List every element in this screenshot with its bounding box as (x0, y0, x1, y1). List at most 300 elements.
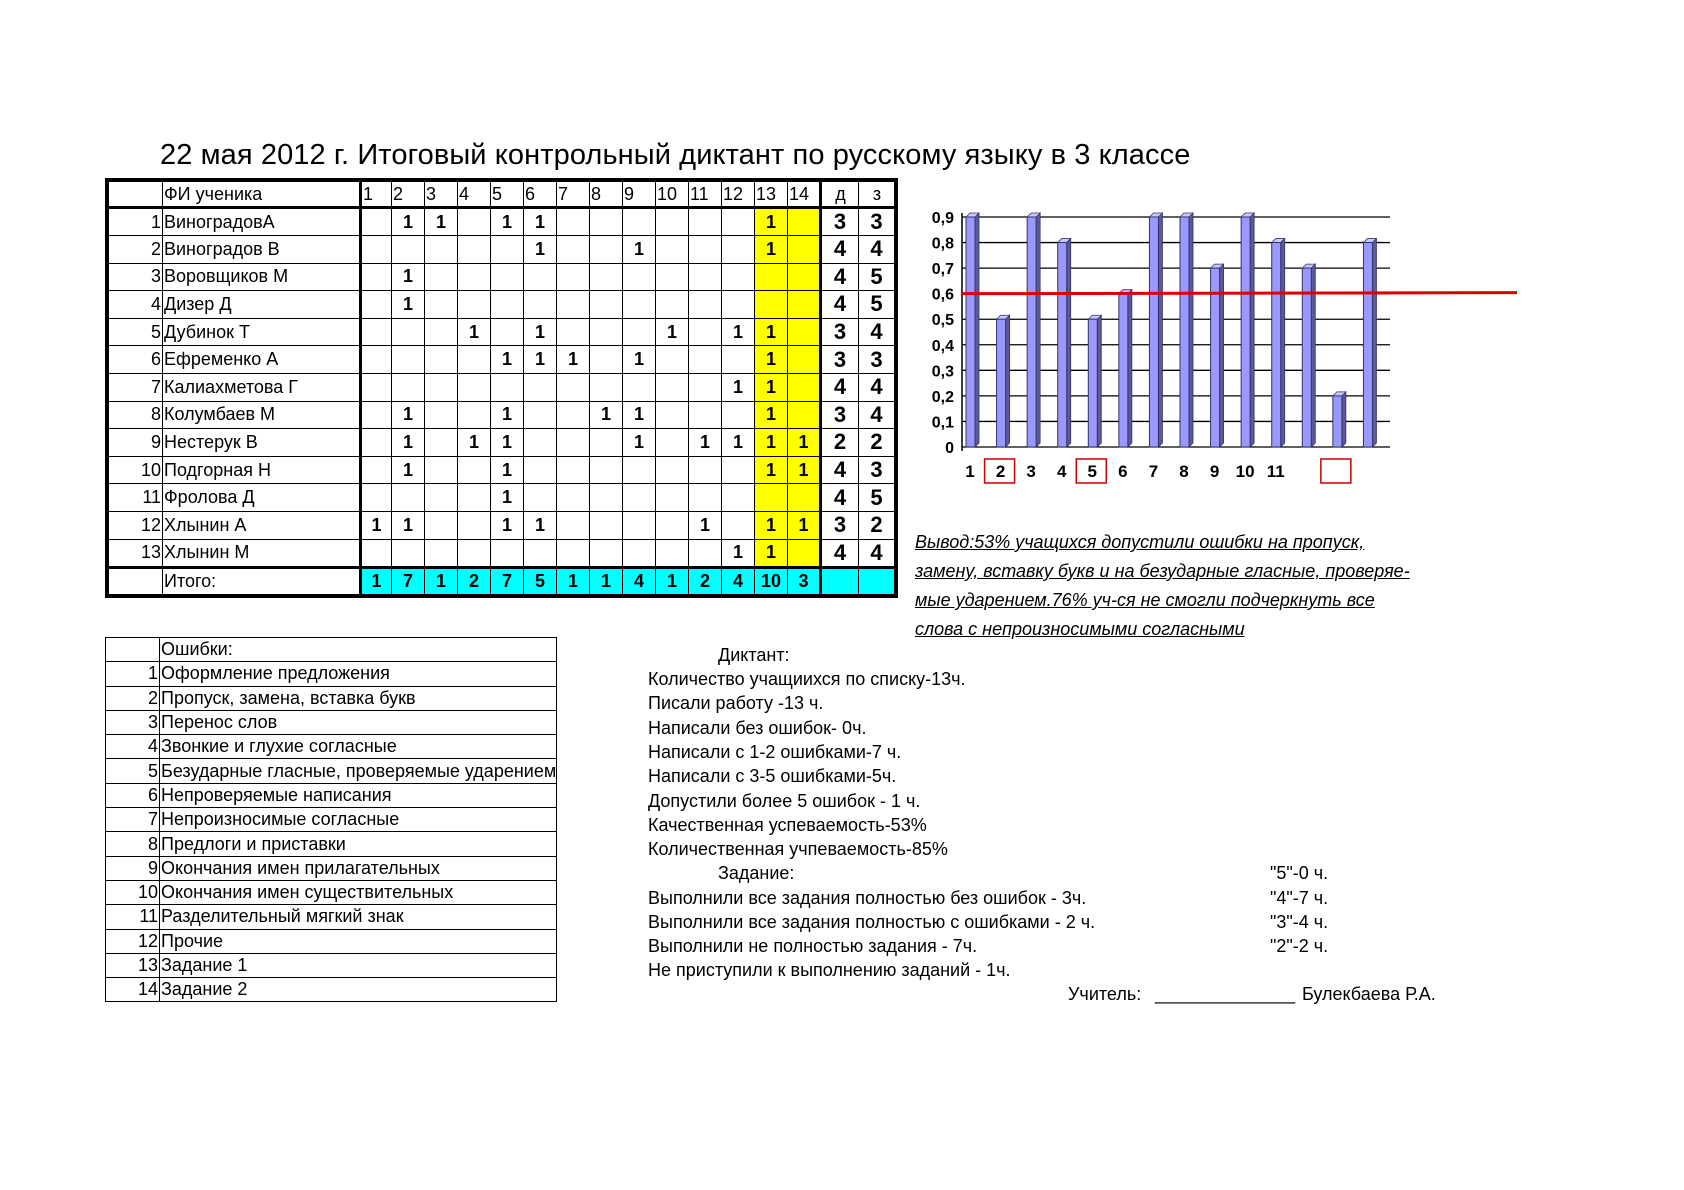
table-row (109, 291, 895, 319)
error-cell (788, 401, 821, 429)
error-type: Задание 1 (160, 953, 557, 977)
error-cell: 1 (392, 429, 425, 457)
error-cell (755, 263, 788, 291)
errors-table (105, 637, 557, 1002)
bar (1119, 294, 1128, 447)
grade-dictation: 3 (821, 208, 859, 236)
errors-row (106, 978, 557, 1002)
x-tick-label: 3 (1026, 462, 1036, 481)
y-tick-label: 0,7 (931, 261, 954, 279)
error-cell: 1 (788, 511, 821, 539)
error-cell (722, 401, 755, 429)
error-cell (557, 263, 590, 291)
error-cell (788, 263, 821, 291)
error-cell: 1 (425, 208, 458, 236)
error-cell (656, 346, 689, 374)
error-cell (491, 236, 524, 264)
error-type: Безударные гласные, проверяемые ударением (160, 759, 557, 783)
error-cell: 1 (392, 291, 425, 319)
errors-row (106, 880, 557, 904)
errors-row (106, 759, 557, 783)
bar-side (1097, 315, 1101, 447)
y-tick-label: 0,9 (931, 210, 954, 227)
header-task-6: 6 (524, 182, 557, 208)
header-task-11: 11 (689, 182, 722, 208)
grade-dictation: 4 (821, 291, 859, 319)
grade-count: "2"-2 ч. (1270, 936, 1329, 956)
error-cell: 1 (392, 208, 425, 236)
header-task-2: 2 (392, 182, 425, 208)
student-name: Хлынин А (163, 511, 361, 539)
grade-dictation: 2 (821, 429, 859, 457)
error-cell (623, 208, 656, 236)
error-cell (722, 291, 755, 319)
student-name: Дизер Д (163, 291, 361, 319)
error-cell (590, 373, 623, 401)
error-number: 3 (106, 710, 160, 734)
error-cell (623, 484, 656, 512)
error-cell (590, 346, 623, 374)
grade-task: 4 (859, 318, 895, 346)
bar (1088, 319, 1097, 447)
error-cell (361, 318, 392, 346)
error-cell: 1 (524, 318, 557, 346)
error-cell (425, 401, 458, 429)
error-cell (557, 429, 590, 457)
error-cell: 1 (722, 318, 755, 346)
errors-row (106, 710, 557, 734)
bar (1363, 243, 1372, 447)
error-cell (458, 291, 491, 319)
task-line: Не приступили к выполнению заданий - 1ч. (648, 960, 1011, 980)
bar (997, 319, 1006, 447)
bar (1302, 268, 1311, 447)
error-cell (788, 236, 821, 264)
student-name: Колумбаев М (163, 401, 361, 429)
error-cell (425, 511, 458, 539)
error-cell: 1 (623, 236, 656, 264)
error-cell (590, 208, 623, 236)
y-tick-label: 0,8 (931, 235, 954, 253)
grade-task: 2 (859, 429, 895, 457)
total-cell: 4 (623, 567, 656, 595)
error-cell (524, 401, 557, 429)
row-number: 10 (109, 456, 163, 484)
error-number: 10 (106, 880, 160, 904)
error-cell (458, 208, 491, 236)
row-number: 1 (109, 208, 163, 236)
error-cell (590, 456, 623, 484)
table-row (109, 429, 895, 457)
total-cell: 1 (557, 567, 590, 595)
grade-task: 4 (859, 539, 895, 567)
bar-side (1220, 264, 1224, 447)
error-cell (722, 208, 755, 236)
grade-dictation: 3 (821, 401, 859, 429)
error-cell (689, 401, 722, 429)
errors-row (106, 686, 557, 710)
error-cell (425, 429, 458, 457)
grade-count: "3"-4 ч. (1270, 912, 1329, 932)
error-cell (689, 236, 722, 264)
error-cell (557, 236, 590, 264)
y-tick-label: 0,3 (931, 363, 954, 381)
error-cell (656, 539, 689, 567)
student-name: Ефременко А (163, 346, 361, 374)
error-cell (623, 511, 656, 539)
errors-header-row (106, 638, 557, 662)
error-cell (788, 291, 821, 319)
bar (1272, 243, 1281, 447)
row-number: 8 (109, 401, 163, 429)
error-cell (590, 291, 623, 319)
x-tick-label: 4 (1056, 462, 1067, 481)
error-cell (590, 539, 623, 567)
row-number: 4 (109, 291, 163, 319)
grade-task: 4 (859, 236, 895, 264)
error-cell (656, 484, 689, 512)
bar (1149, 217, 1158, 447)
grade-dictation: 4 (821, 484, 859, 512)
y-tick-label: 0,5 (931, 312, 954, 330)
error-cell: 1 (755, 318, 788, 346)
total-cell: 1 (361, 567, 392, 595)
error-cell: 1 (722, 429, 755, 457)
error-cell: 1 (755, 539, 788, 567)
y-tick-label: 0,4 (931, 337, 954, 355)
error-cell (788, 318, 821, 346)
x-tick-label: 10 (1235, 462, 1255, 481)
error-number: 4 (106, 735, 160, 759)
errors-row (106, 808, 557, 832)
error-cell (590, 429, 623, 457)
results-table (105, 178, 898, 598)
grade-task: 4 (859, 373, 895, 401)
error-cell (788, 346, 821, 374)
error-cell (656, 291, 689, 319)
grade-dictation: 4 (821, 456, 859, 484)
grade-count: "4"-7 ч. (1270, 888, 1329, 908)
error-cell (557, 539, 590, 567)
student-name: Хлынин М (163, 539, 361, 567)
error-cell (361, 236, 392, 264)
grade-task: 4 (859, 401, 895, 429)
table-row (109, 401, 895, 429)
error-cell (722, 263, 755, 291)
row-number: 6 (109, 346, 163, 374)
student-name: Дубинок Т (163, 318, 361, 346)
bar (1211, 268, 1220, 447)
error-cell (458, 539, 491, 567)
row-number: 3 (109, 263, 163, 291)
grade-task: 5 (859, 263, 895, 291)
error-cell (524, 456, 557, 484)
bar-side (1342, 392, 1346, 447)
x-tick-label: 6 (1118, 462, 1128, 481)
bar-side (1158, 213, 1162, 447)
header-task-9: 9 (623, 182, 656, 208)
error-cell (689, 208, 722, 236)
errors-row (106, 929, 557, 953)
error-cell (689, 346, 722, 374)
error-cell: 1 (524, 511, 557, 539)
header-corner (109, 182, 163, 208)
error-cell (689, 291, 722, 319)
grade-dictation: 3 (821, 511, 859, 539)
task-line: Выполнили не полностью задания - 7ч. (648, 936, 978, 956)
table-row (109, 456, 895, 484)
error-cell (689, 456, 722, 484)
dictation-line: Количество учащиихся по списку-13ч. (648, 669, 966, 689)
error-cell: 1 (623, 429, 656, 457)
errors-row (106, 856, 557, 880)
error-cell (361, 429, 392, 457)
errors-row (106, 735, 557, 759)
error-cell: 1 (392, 456, 425, 484)
error-cell: 1 (755, 511, 788, 539)
error-number: 2 (106, 686, 160, 710)
error-cell (392, 318, 425, 346)
errors-row (106, 905, 557, 929)
errors-row (106, 783, 557, 807)
error-cell: 1 (755, 346, 788, 374)
table-header-row (109, 182, 895, 208)
table-row (109, 208, 895, 236)
error-cell (425, 346, 458, 374)
x-tick-label: 5 (1087, 462, 1098, 481)
error-cell (361, 539, 392, 567)
reference-line (962, 293, 1517, 294)
error-cell (557, 373, 590, 401)
dictation-line: Написали без ошибок- 0ч. (648, 718, 867, 738)
dictation-line: Качественная успеваемость-53% (648, 815, 927, 835)
error-cell: 1 (755, 401, 788, 429)
x-tick-label: 8 (1179, 462, 1189, 481)
error-cell (458, 456, 491, 484)
error-cell (788, 208, 821, 236)
error-cell: 1 (689, 511, 722, 539)
error-cell (557, 291, 590, 319)
row-number: 2 (109, 236, 163, 264)
error-cell: 1 (656, 318, 689, 346)
header-task-12: 12 (722, 182, 755, 208)
errors-grid (105, 637, 557, 1002)
error-cell (361, 291, 392, 319)
error-cell (458, 484, 491, 512)
page-title: 22 мая 2012 г. Итоговый контрольный диктант по русскому языку в 3 классе (160, 139, 1191, 171)
grade-task: 3 (859, 346, 895, 374)
error-type: Окончания имен прилагательных (160, 856, 557, 880)
total-cell: 4 (722, 567, 755, 595)
dictation-line: Количественная учпеваемость-85% (648, 839, 948, 859)
error-cell (524, 263, 557, 291)
student-name: Виноградов В (163, 236, 361, 264)
error-cell (689, 539, 722, 567)
error-cell (524, 373, 557, 401)
error-cell (458, 346, 491, 374)
error-cell (524, 539, 557, 567)
bar-side (1281, 239, 1285, 447)
error-cell (524, 484, 557, 512)
error-cell (425, 318, 458, 346)
error-cell (656, 373, 689, 401)
error-cell: 1 (392, 401, 425, 429)
grade-dictation: 3 (821, 346, 859, 374)
dictation-line: Написали с 3-5 ошибками-5ч. (648, 766, 897, 786)
error-cell: 1 (623, 346, 656, 374)
grade-dictation: 4 (821, 236, 859, 264)
error-type: Предлоги и приставки (160, 832, 557, 856)
table-row (109, 263, 895, 291)
error-cell: 1 (590, 401, 623, 429)
error-cell: 1 (491, 511, 524, 539)
student-name: Подгорная Н (163, 456, 361, 484)
error-cell (623, 373, 656, 401)
error-number: 5 (106, 759, 160, 783)
total-cell: 2 (458, 567, 491, 595)
error-cell (425, 236, 458, 264)
header-grade-z: з (859, 182, 895, 208)
error-cell (557, 511, 590, 539)
header-task-3: 3 (425, 182, 458, 208)
grade-count: "5"-0 ч. (1270, 863, 1329, 883)
error-cell (425, 484, 458, 512)
error-cell: 1 (491, 484, 524, 512)
error-type: Перенос слов (160, 710, 557, 734)
error-cell (557, 484, 590, 512)
header-task-7: 7 (557, 182, 590, 208)
error-cell (623, 263, 656, 291)
error-cell: 1 (491, 208, 524, 236)
error-cell (623, 318, 656, 346)
error-chart (905, 205, 1525, 495)
row-number: 12 (109, 511, 163, 539)
error-number: 1 (106, 662, 160, 686)
total-cell: 1 (590, 567, 623, 595)
total-cell: 1 (656, 567, 689, 595)
dictation-header: Диктант: (718, 645, 790, 665)
error-cell (590, 484, 623, 512)
error-cell: 1 (788, 429, 821, 457)
error-cell: 1 (458, 429, 491, 457)
dictation-line: Писали работу -13 ч. (648, 693, 824, 713)
totals-corner (109, 567, 163, 595)
error-cell (656, 429, 689, 457)
bar-side (1189, 213, 1193, 447)
error-type: Прочие (160, 929, 557, 953)
grade-dictation: 4 (821, 373, 859, 401)
table-row (109, 346, 895, 374)
grade-task: 5 (859, 291, 895, 319)
error-cell (491, 318, 524, 346)
bar (1241, 217, 1250, 447)
error-cell: 1 (491, 346, 524, 374)
error-cell: 1 (788, 456, 821, 484)
totals-empty (821, 567, 859, 595)
total-cell: 10 (755, 567, 788, 595)
error-cell (361, 401, 392, 429)
header-grade-d: д (821, 182, 859, 208)
error-cell (656, 263, 689, 291)
error-cell: 1 (722, 539, 755, 567)
error-cell (722, 236, 755, 264)
results-grid (108, 181, 895, 595)
bar (1058, 243, 1067, 447)
error-cell (722, 511, 755, 539)
error-cell (361, 263, 392, 291)
bar-side (1036, 213, 1040, 447)
error-cell (557, 208, 590, 236)
error-cell (689, 484, 722, 512)
error-number: 8 (106, 832, 160, 856)
error-cell (425, 291, 458, 319)
error-cell (524, 429, 557, 457)
error-cell (623, 291, 656, 319)
error-cell (361, 346, 392, 374)
error-number: 11 (106, 905, 160, 929)
table-row (109, 511, 895, 539)
error-number: 7 (106, 808, 160, 832)
error-cell (722, 456, 755, 484)
errors-header-corner (106, 638, 160, 662)
x-tick-label: 9 (1209, 462, 1220, 481)
error-cell (557, 456, 590, 484)
error-type: Окончания имен существительных (160, 880, 557, 904)
dictation-line: Допустили более 5 ошибок - 1 ч. (648, 791, 921, 811)
total-cell: 2 (689, 567, 722, 595)
error-cell (590, 236, 623, 264)
error-cell (361, 373, 392, 401)
table-row (109, 236, 895, 264)
error-cell (689, 318, 722, 346)
errors-row (106, 832, 557, 856)
error-cell: 1 (755, 456, 788, 484)
error-type: Задание 2 (160, 978, 557, 1002)
totals-row (109, 567, 895, 595)
bar-side (1006, 315, 1010, 447)
error-cell: 1 (557, 346, 590, 374)
bar-side (1128, 290, 1132, 447)
header-name: ФИ ученика (163, 182, 361, 208)
error-cell (458, 263, 491, 291)
error-cell (392, 539, 425, 567)
error-cell (590, 511, 623, 539)
error-cell (755, 484, 788, 512)
error-cell (755, 291, 788, 319)
error-cell (788, 484, 821, 512)
bar-side (1372, 239, 1376, 447)
row-number: 11 (109, 484, 163, 512)
error-number: 6 (106, 783, 160, 807)
task-header: Задание: (718, 863, 795, 883)
error-cell (722, 484, 755, 512)
dictation-line: Написали с 1-2 ошибками-7 ч. (648, 742, 902, 762)
error-cell (656, 456, 689, 484)
x-tick-label: 11 (1266, 462, 1285, 481)
error-cell: 1 (755, 208, 788, 236)
bar (966, 217, 975, 447)
error-cell: 1 (524, 208, 557, 236)
x-tick-label: 7 (1148, 462, 1159, 481)
total-cell: 1 (425, 567, 458, 595)
error-cell (656, 236, 689, 264)
error-cell: 1 (491, 401, 524, 429)
error-cell: 1 (491, 429, 524, 457)
table-row (109, 373, 895, 401)
error-cell: 1 (361, 511, 392, 539)
student-name: Фролова Д (163, 484, 361, 512)
student-name: Нестерук В (163, 429, 361, 457)
